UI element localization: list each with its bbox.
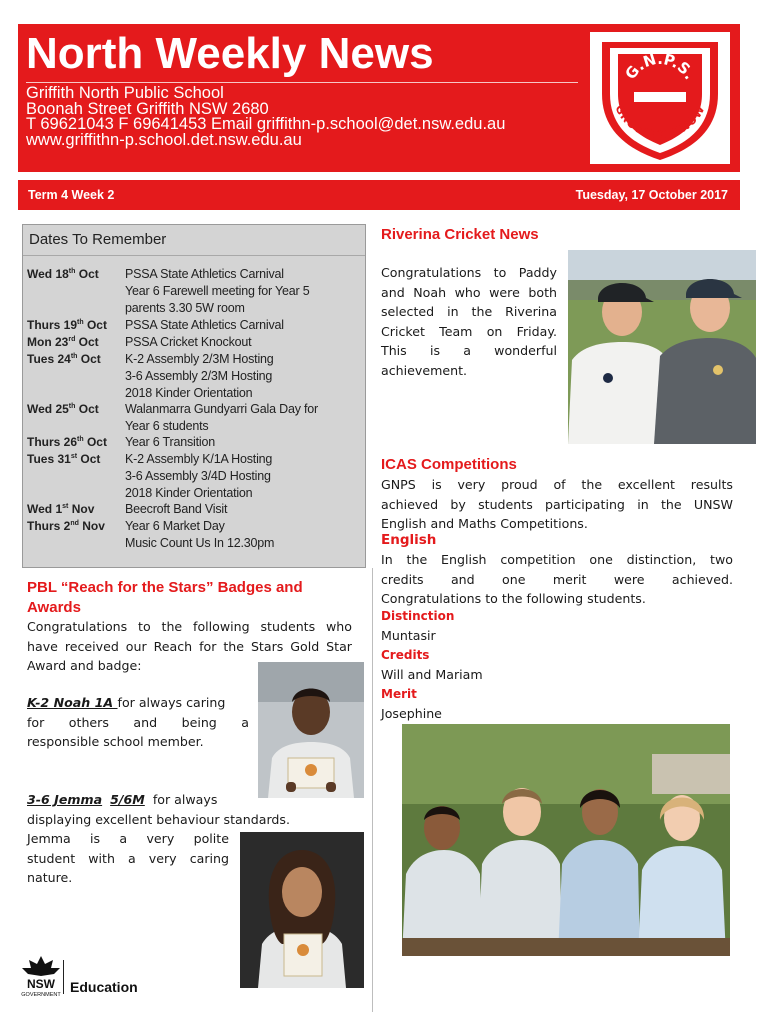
nsw-wordmark: NSW xyxy=(27,977,55,991)
waratah-icon xyxy=(18,954,64,1000)
event-item: Year 6 Market Day xyxy=(125,519,225,533)
event-item: 3-6 Assembly 2/3M Hosting xyxy=(125,369,273,383)
date-label: Wed 25th Oct xyxy=(27,402,99,416)
term-label: Term 4 Week 2 xyxy=(28,188,115,202)
event-item: Music Count Us In 12.30pm xyxy=(125,536,275,550)
photo-cricket-team xyxy=(568,250,756,444)
event-item: K-2 Assembly K/1A Hosting xyxy=(125,452,273,466)
distinction-label: Distinction xyxy=(381,609,455,623)
date-label: Thurs 19th Oct xyxy=(27,318,107,332)
icas-intro: GNPS is very proud of the excellent results achieved by students participating in the UNSW English and Maths Competitions. xyxy=(381,477,733,531)
dates-title: Dates To Remember xyxy=(29,231,167,248)
event-item: Walanmarra Gundyarri Gala Day for xyxy=(125,402,319,416)
term-bar xyxy=(18,180,740,210)
event-item: K-2 Assembly 2/3M Hosting xyxy=(125,352,274,366)
event-item: PSSA State Athletics Carnival xyxy=(125,267,284,281)
award-noah: K-2 Noah 1A for always caring for others and being a responsible school member. xyxy=(27,695,249,749)
pbl-heading: PBL “Reach for the Stars” Badges and Awards xyxy=(27,579,303,616)
event-item: 2018 Kinder Orientation xyxy=(125,386,253,400)
event-item: 2018 Kinder Orientation xyxy=(125,486,253,500)
title-divider xyxy=(26,82,578,83)
photo-noah xyxy=(258,662,364,798)
award-student-name: 3-6 Jemma xyxy=(27,792,103,807)
newsletter-title: North Weekly News xyxy=(26,29,434,78)
masthead xyxy=(18,24,740,172)
school-name: Griffith North Public School xyxy=(26,84,224,102)
logo-motto: GROW TO KNOW xyxy=(612,102,708,142)
dates-to-remember xyxy=(22,224,366,568)
logo-divider xyxy=(63,960,64,994)
credits-label: Credits xyxy=(381,648,430,662)
column-divider xyxy=(372,568,373,1012)
award-student-name: K-2 Noah 1A xyxy=(27,695,118,710)
government-wordmark: GOVERNMENT xyxy=(21,992,61,998)
icas-heading: ICAS Competitions xyxy=(381,456,517,473)
award-jemma: 3-6 Jemma 5/6M for always displaying excellent behaviour standards. Jemma is a very polite student with a very caring nature. xyxy=(27,792,290,885)
distinction-names: Muntasir xyxy=(381,628,436,643)
event-item: PSSA State Athletics Carnival xyxy=(125,318,284,332)
english-text: In the English competition one distinction, two credits and one merit were achieved. Congratulations to the following students. xyxy=(381,552,733,606)
school-website[interactable]: www.griffithn-p.school.det.nsw.edu.au xyxy=(26,130,302,149)
school-contact xyxy=(26,86,505,148)
event-item: PSSA Cricket Knockout xyxy=(125,335,252,349)
event-item: Year 6 students xyxy=(125,419,209,433)
event-item: Year 6 Farewell meeting for Year 5 xyxy=(125,284,310,298)
merit-label: Merit xyxy=(381,687,417,701)
date-label: Thurs 2nd Nov xyxy=(27,519,105,533)
date-label: Tues 31st Oct xyxy=(27,452,101,466)
school-address: Boonah Street Griffith NSW 2680 xyxy=(26,99,269,118)
school-phone-email[interactable]: T 69621043 F 69641453 Email griffithn-p.school@det.nsw.edu.au xyxy=(26,115,506,133)
english-heading: English xyxy=(381,532,437,548)
event-item: Year 6 Transition xyxy=(125,435,215,449)
event-item: 3-6 Assembly 3/4D Hosting xyxy=(125,469,271,483)
photo-jemma xyxy=(240,832,364,988)
event-item: parents 3.30 5W room xyxy=(125,301,245,315)
event-item: Beecroft Band Visit xyxy=(125,502,228,516)
credits-names: Will and Mariam xyxy=(381,667,483,682)
education-wordmark: Education xyxy=(70,979,138,995)
date-label: Wed 1st Nov xyxy=(27,502,95,516)
date-label: Mon 23rd Oct xyxy=(27,335,99,349)
date-label: Thurs 26th Oct xyxy=(27,435,107,449)
school-logo xyxy=(590,32,730,164)
date-label: Wed 18th Oct xyxy=(27,267,99,281)
pbl-intro: Congratulations to the following students who have received our Reach for the Stars Gold Star Award and badge: xyxy=(27,619,352,673)
issue-date: Tuesday, 17 October 2017 xyxy=(575,188,728,202)
merit-names: Josephine xyxy=(381,706,442,721)
date-label: Tues 24th Oct xyxy=(27,352,101,366)
dates-divider xyxy=(23,255,365,256)
photo-icas-students xyxy=(402,724,730,956)
logo-top-text: G.N.P.S. xyxy=(621,49,699,83)
cricket-heading: Riverina Cricket News xyxy=(381,226,539,243)
cricket-text: Congratulations to Paddy and Noah who were both selected in the Riverina Cricket Team on Friday. This is a wonderful achievement. xyxy=(381,265,557,378)
